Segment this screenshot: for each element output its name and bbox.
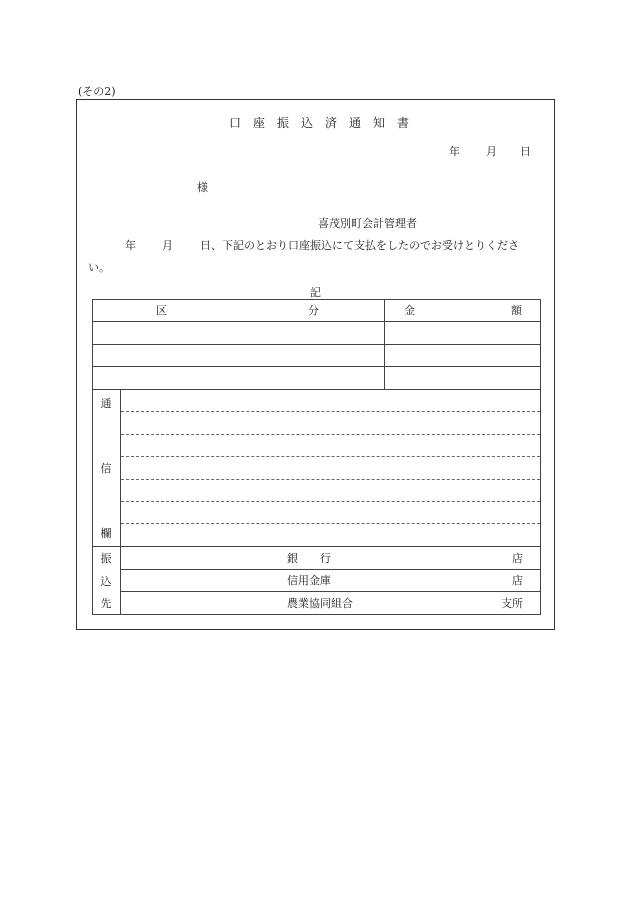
furikomi-label-char3: 先	[100, 597, 112, 610]
furikomi-label-char1: 振	[100, 552, 112, 565]
bank-type-label: 農業協同組合	[287, 597, 353, 610]
kingaku-cell[interactable]	[386, 346, 538, 365]
branch-name-field[interactable]	[340, 572, 505, 589]
tsushin-label-char1: 通	[100, 397, 112, 410]
date-year-label: 年	[449, 145, 460, 158]
addressee-suffix: 様	[197, 181, 208, 194]
branch-suffix-label: 店	[512, 574, 523, 587]
branch-suffix-label: 支所	[501, 597, 523, 610]
kubun-cell[interactable]	[94, 368, 382, 388]
bank-name-field[interactable]	[124, 549, 284, 567]
table-top-border	[92, 299, 541, 300]
tsushin-label-char2: 信	[100, 462, 112, 475]
bank-row-line	[120, 569, 541, 570]
body-month: 月	[162, 239, 173, 252]
ki-heading: 記	[310, 286, 321, 299]
issuer-name: 喜茂別町会計管理者	[318, 217, 417, 230]
kubun-header-char1: 区	[156, 304, 167, 317]
body-year: 年	[125, 239, 136, 252]
section-divider	[92, 546, 541, 547]
label-column-divider	[120, 389, 121, 615]
table-left-border	[92, 299, 93, 615]
addressee-field[interactable]	[100, 176, 195, 192]
branch-suffix-label: 店	[512, 552, 523, 565]
row-line	[92, 344, 541, 345]
document-title: 口 座 振 込 済 通 知 書	[229, 116, 410, 130]
branch-name-field[interactable]	[340, 549, 505, 567]
kingaku-header-char2: 額	[511, 304, 522, 317]
table-bottom-border	[92, 614, 541, 615]
kubun-cell[interactable]	[94, 323, 382, 343]
page-label: (その2)	[78, 85, 116, 98]
kingaku-cell[interactable]	[386, 323, 538, 343]
date-month-label: 月	[486, 145, 497, 158]
body-text-line2: い。	[88, 261, 110, 274]
tsushin-label-char3: 欄	[100, 527, 112, 540]
bank-type-label: 銀 行	[287, 552, 331, 565]
kubun-cell[interactable]	[94, 346, 382, 365]
shinkin-name-field[interactable]	[124, 572, 284, 589]
bank-row-line	[120, 591, 541, 592]
kingaku-header-char1: 金	[404, 304, 415, 317]
kubun-header-char2: 分	[308, 304, 319, 317]
body-text-line1: 日、下記のとおり口座振込にて支払をしたのでお受けとりくださ	[200, 239, 519, 252]
row-line	[92, 366, 541, 367]
table-right-border	[540, 299, 541, 615]
kingaku-cell[interactable]	[386, 368, 538, 388]
branch-name-field[interactable]	[365, 594, 495, 612]
nokyo-name-field[interactable]	[124, 594, 284, 612]
message-area[interactable]	[122, 391, 539, 545]
bank-type-label: 信用金庫	[287, 574, 331, 587]
header-bottom-line	[92, 321, 541, 322]
date-day-label: 日	[520, 145, 531, 158]
row-line	[92, 389, 541, 390]
furikomi-label-char2: 込	[100, 575, 112, 588]
